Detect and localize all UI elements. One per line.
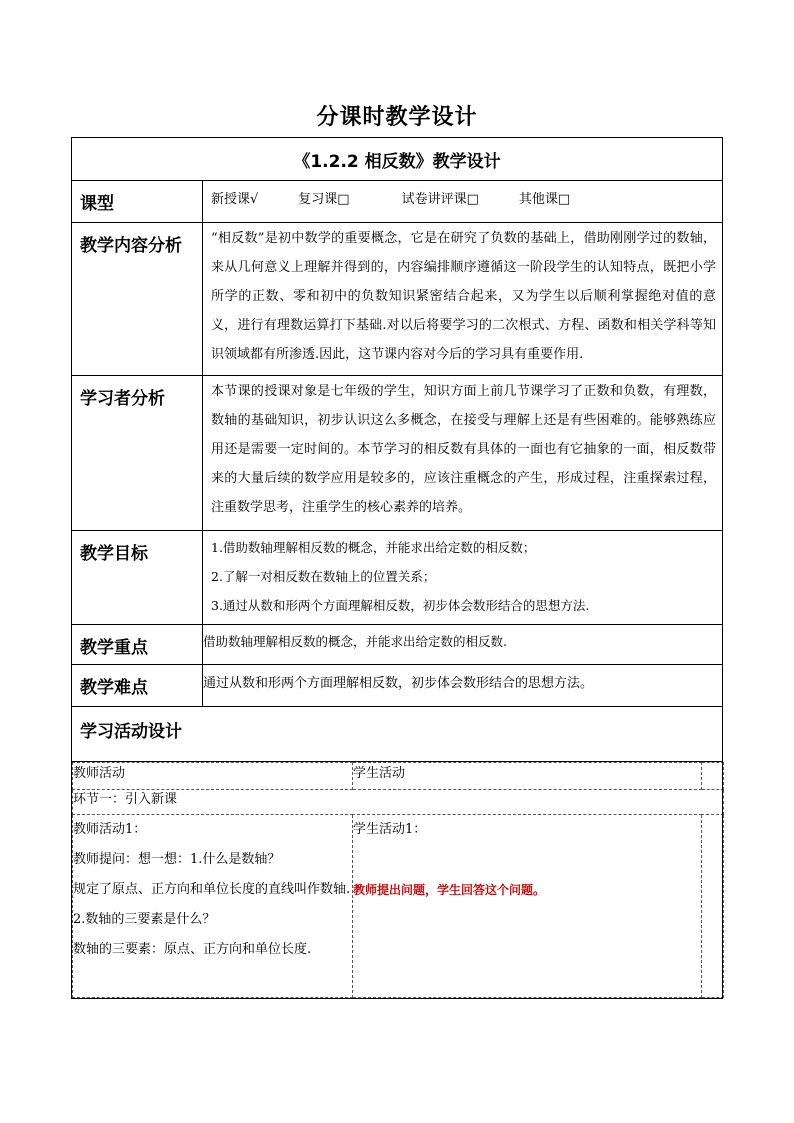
course-type-option: 新授课√ <box>211 192 259 207</box>
teacher-line: 数轴的三要素：原点、正方向和单位长度. <box>73 942 312 957</box>
content-analysis-label: 教学内容分析 <box>72 223 203 376</box>
teacher-line: 2.数轴的三要素是什么？ <box>73 912 216 927</box>
segment-title: 环节一：引入新课 <box>73 790 724 815</box>
content-analysis-text: “相反数”是初中数学的重要概念，它是在研究了负数的基础上，借助刚刚学过的数轴，来从几何意义上理解并得到的，内容编排顺序遵循这一阶段学生的认知特点，既把小学所学的正数、零和初中的负数知识紧密结合起来，又为学生以后顺利掌握绝对值的意义，进行有理数运算打下基础.对以后将要学习的二次根式、方程、函数和相关学科等知识领域都有所渗透.因此，这节课内容对今后的学习具有重要作用. <box>203 223 723 376</box>
teaching-goals-label: 教学目标 <box>72 531 203 625</box>
activity-design-label: 学习活动设计 <box>72 707 723 762</box>
course-type-option: 复习课□ <box>298 192 350 207</box>
student-activity-cell <box>353 815 702 998</box>
goal-item: 3.通过从数和形两个方面理解相反数，初步体会数形结合的思想方法. <box>211 598 590 613</box>
goal-item: 2.了解一对相反数在数轴上的位置关系； <box>211 569 436 584</box>
course-type-label: 课型 <box>72 181 203 223</box>
teacher-line: 规定了原点、正方向和单位长度的直线叫作数轴. <box>73 882 351 897</box>
lesson-title: 《1.2.2 相反数》教学设计 <box>72 138 723 181</box>
student-activity-header: 学生活动 <box>353 763 702 790</box>
course-type-option: 试卷讲评课□ <box>401 192 479 207</box>
difficult-points-label: 教学难点 <box>72 665 203 707</box>
activity-table-cell <box>72 762 723 999</box>
goal-item: 1.借助数轴理解相反数的概念，并能求出给定数的相反数； <box>211 540 536 555</box>
teacher-line: 教师提问：想一想：1.什么是数轴？ <box>73 852 281 867</box>
teacher-activity-cell <box>73 815 353 998</box>
teacher-activity-header: 教师活动 <box>73 763 353 790</box>
key-points-text: 借助数轴理解相反数的概念，并能求出给定数的相反数. <box>203 625 723 665</box>
spacer-cell <box>702 815 724 998</box>
course-type-option: 其他课□ <box>518 192 571 207</box>
spacer-cell <box>702 763 724 790</box>
learner-analysis-label: 学习者分析 <box>72 376 203 531</box>
course-type-cell <box>203 181 723 223</box>
teacher-line: 教师活动1： <box>73 822 147 837</box>
learner-analysis-text: 本节课的授课对象是七年级的学生，知识方面上前几节课学习了正数和负数，有理数，数轴的基础知识，初步认识这么多概念，在接受与理解上还是有些困难的。能够熟练应用还是需要一定时间的。本节学习的相反数有具体的一面也有它抽象的一面，相反数带来的大量后续的数学应用是较多的，应该注重概念的产生，形成过程，注重探索过程，注重数学思考，注重学生的核心素养的培养。 <box>203 376 723 531</box>
page-title: 分课时教学设计 <box>316 105 478 130</box>
student-activity-note: 教师提出问题，学生回答这个问题。 <box>353 883 546 897</box>
activity-table <box>72 762 724 998</box>
difficult-points-text: 通过从数和形两个方面理解相反数，初步体会数形结合的思想方法。 <box>203 665 723 707</box>
teaching-goals-cell <box>203 531 723 625</box>
lesson-design-table <box>71 137 723 999</box>
student-activity-title: 学生活动1： <box>353 822 427 837</box>
key-points-label: 教学重点 <box>72 625 203 665</box>
